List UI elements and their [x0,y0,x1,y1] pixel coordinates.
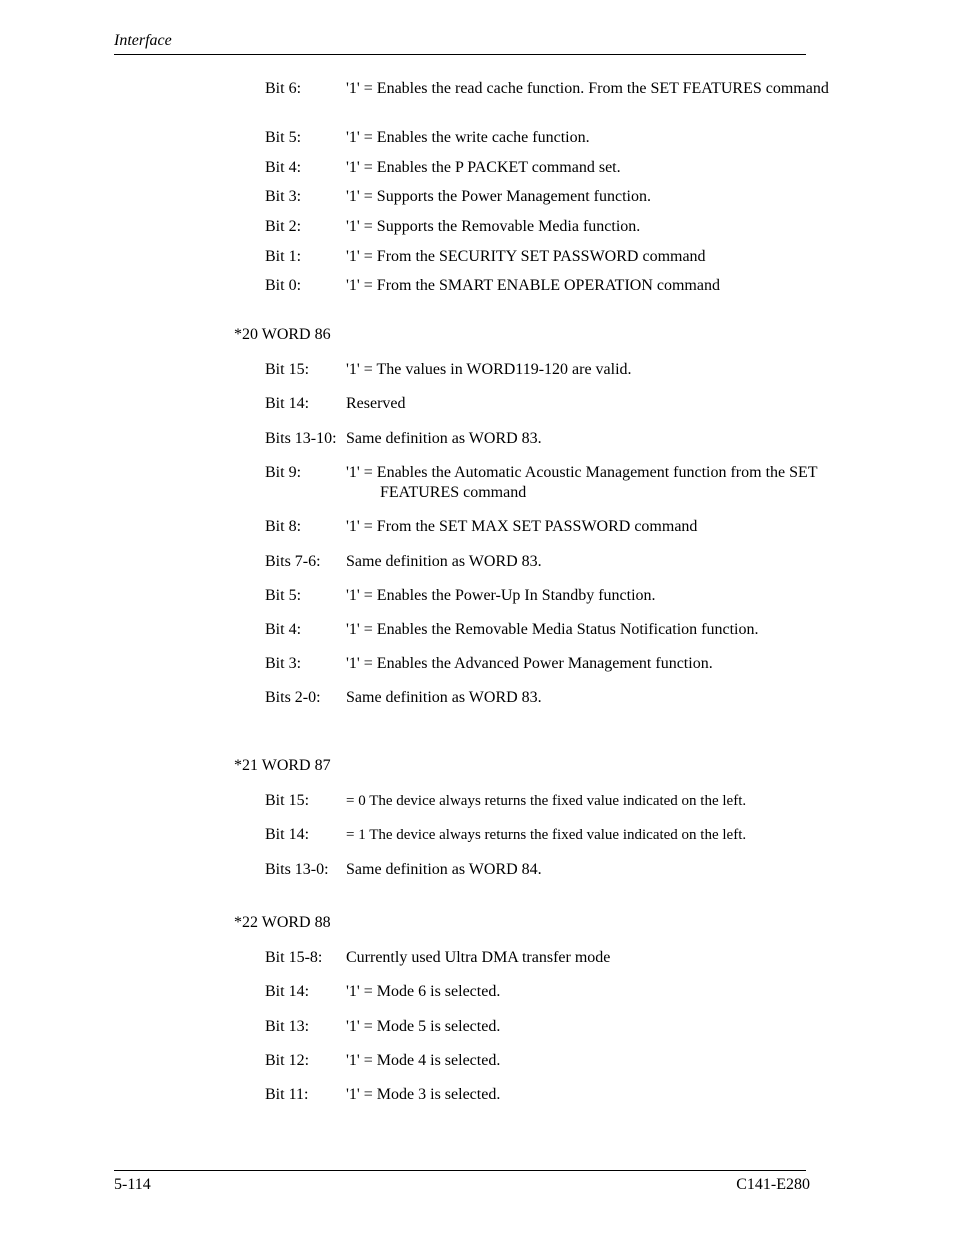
bit-label: Bit 15: [265,361,310,378]
bit-label: Bits 13-0: [265,861,329,878]
bit-description: '1' = Enables the Power-Up In Standby function. [346,587,656,604]
bit-label: Bit 2: [265,218,302,235]
bit-description: '1' = Mode 4 is selected. [346,1052,501,1069]
bit-label: Bit 15-8: [265,949,323,966]
bit-description: '1' = From the SECURITY SET PASSWORD command [346,248,706,265]
bit-label: Bit 5: [265,587,302,604]
bit-description: '1' = From the SET MAX SET PASSWORD command [346,518,698,535]
section-heading-word-86: *20 WORD 86 [234,326,331,343]
bit-description: '1' = Enables the write cache function. [346,129,590,146]
bit-label: Bit 4: [265,159,302,176]
bit-label: Bit 13: [265,1018,310,1035]
bit-label: Bit 3: [265,655,302,672]
bit-description: '1' = Mode 5 is selected. [346,1018,501,1035]
bit-label: Bit 15: [265,792,310,809]
bit-label: Bits 13-10: [265,430,337,447]
bit-label: Bit 4: [265,621,302,638]
bit-label: Bit 14: [265,826,310,843]
bit-label: Bits 7-6: [265,553,321,570]
running-header: Interface [114,32,172,49]
page-number: 5-114 [114,1176,151,1193]
document-id: C141-E280 [736,1176,810,1193]
bit-description: '1' = Supports the Power Management function. [346,188,651,205]
bit-description: '1' = Supports the Removable Media function. [346,218,641,235]
bit-label: Bit 14: [265,395,310,412]
header-rule [114,54,806,55]
bit-description: '1' = Enables the Advanced Power Management function. [346,655,713,672]
bit-label: Bit 14: [265,983,310,1000]
bit-label: Bit 8: [265,518,302,535]
bit-label: Bits 2-0: [265,689,321,706]
section-heading-word-88: *22 WORD 88 [234,914,331,931]
bit-label: Bit 12: [265,1052,310,1069]
bit-label: Bit 3: [265,188,302,205]
bit-description: Currently used Ultra DMA transfer mode [346,949,611,966]
bit-description: '1' = Mode 6 is selected. [346,983,501,1000]
bit-label: Bit 11: [265,1086,309,1103]
footer-rule [114,1170,806,1171]
bit-description: Same definition as WORD 84. [346,861,542,878]
bit-label: Bit 6: [265,80,302,97]
bit-description: Same definition as WORD 83. [346,689,542,706]
bit-description: '1' = From the SMART ENABLE OPERATION command [346,277,720,294]
bit-label: Bit 1: [265,248,302,265]
bit-description: = 0 The device always returns the fixed value indicated on the left. [346,793,747,809]
bit-description: Same definition as WORD 83. [346,430,542,447]
bit-label: Bit 5: [265,129,302,146]
section-heading-word-87: *21 WORD 87 [234,757,331,774]
bit-label: Bit 0: [265,277,302,294]
bit-description: '1' = Mode 3 is selected. [346,1086,501,1103]
bit-description: '1' = Enables the read cache function. From the SET FEATURES command [346,80,829,97]
bit-label: Bit 9: [265,464,302,481]
bit-description: Reserved [346,395,406,412]
bit-description: Same definition as WORD 83. [346,553,542,570]
bit-description: '1' = Enables the Removable Media Status Notification function. [346,621,759,638]
bit-description: '1' = Enables the P PACKET command set. [346,159,621,176]
bit-description: = 1 The device always returns the fixed value indicated on the left. [346,827,747,843]
bit-description: '1' = Enables the Automatic Acoustic Management function from the SET FEATURES command [346,464,818,501]
bit-description: '1' = The values in WORD119-120 are valid. [346,361,632,378]
